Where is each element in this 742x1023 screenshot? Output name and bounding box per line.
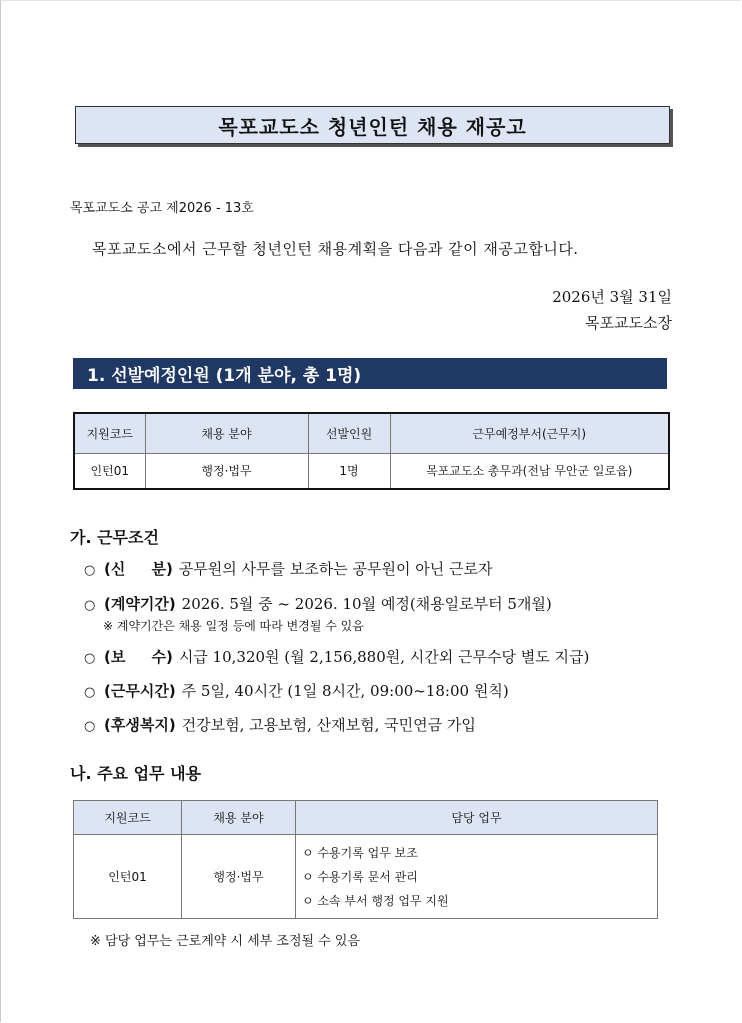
condition-contract-period xyxy=(84,593,552,614)
condition-value: 2026. 5월 중 ~ 2026. 10월 예정(채용일로부터 5개월) xyxy=(181,595,552,613)
table-header-row xyxy=(74,413,669,453)
table-row xyxy=(74,453,669,489)
header-code: 지원코드 xyxy=(74,801,182,835)
contract-note: ※ 계약기간은 채용 일정 등에 따라 변경될 수 있음 xyxy=(103,619,364,633)
cell-field: 행정·법무 xyxy=(145,453,308,489)
duty-item xyxy=(302,841,656,865)
header-code: 지원코드 xyxy=(74,413,145,453)
duty-text: 소속 부서 행정 업무 지원 xyxy=(317,893,449,908)
condition-hours xyxy=(84,680,509,701)
cell-count: 1명 xyxy=(308,453,390,489)
table-row xyxy=(74,835,658,919)
bullet-icon: ○ xyxy=(84,719,96,734)
condition-welfare xyxy=(84,714,476,735)
bullet-icon: ○ xyxy=(84,598,96,613)
bullet-icon: ㅇ xyxy=(302,845,314,860)
notice-number: 목포교도소 공고 제2026 - 13호 xyxy=(70,201,254,216)
bullet-icon: ㅇ xyxy=(302,869,314,884)
condition-label: (후생복지) xyxy=(104,716,176,734)
bullet-icon: ○ xyxy=(84,685,96,700)
bullet-icon: ○ xyxy=(84,651,96,666)
notice-date: 2026년 3월 31일 xyxy=(552,288,672,306)
header-department: 근무예정부서(근무지) xyxy=(390,413,669,453)
header-duties: 담당 업무 xyxy=(296,801,658,835)
condition-value: 공무원의 사무를 보조하는 공무원이 아닌 근로자 xyxy=(178,560,493,578)
header-count: 선발인원 xyxy=(308,413,390,453)
condition-value: 주 5일, 40시간 (1일 8시간, 09:00~18:00 원칙) xyxy=(181,682,509,700)
duty-item xyxy=(302,865,656,889)
section-heading-positions: 1. 선발예정인원 (1개 분야, 총 1명) xyxy=(73,358,667,389)
cell-field: 행정·법무 xyxy=(182,835,296,919)
duties-heading: 나. 주요 업무 내용 xyxy=(70,764,201,783)
duties-note: ※ 담당 업무는 근로계약 시 세부 조정될 수 있음 xyxy=(90,934,360,949)
table-header-row xyxy=(74,801,658,835)
condition-status xyxy=(84,558,492,579)
condition-pay xyxy=(84,646,589,667)
header-field: 채용 분야 xyxy=(182,801,296,835)
header-field: 채용 분야 xyxy=(145,413,308,453)
page-title: 목포교도소 청년인턴 채용 재공고 xyxy=(75,106,670,144)
duty-text: 수용기록 문서 관리 xyxy=(317,869,418,884)
duty-text: 수용기록 업무 보조 xyxy=(317,845,418,860)
bullet-icon: ㅇ xyxy=(302,893,314,908)
cell-duties xyxy=(296,835,658,919)
cell-department: 목포교도소 총무과(전남 무안군 일로읍) xyxy=(390,453,669,489)
signer: 목포교도소장 xyxy=(585,314,672,332)
condition-value: 시급 10,320원 (월 2,156,880원, 시간외 근무수당 별도 지급) xyxy=(178,648,590,666)
bullet-icon: ○ xyxy=(84,563,96,578)
cell-code: 인턴01 xyxy=(74,453,145,489)
intro-text: 목포교도소에서 근무할 청년인턴 채용계획을 다음과 같이 재공고합니다. xyxy=(92,240,579,258)
condition-label: (근무시간) xyxy=(104,682,176,700)
duties-table xyxy=(73,800,658,919)
condition-label: (계약기간) xyxy=(104,595,176,613)
duty-item xyxy=(302,889,656,913)
conditions-heading: 가. 근무조건 xyxy=(70,528,159,547)
positions-table xyxy=(73,412,670,490)
condition-label: (신 분) xyxy=(104,560,173,578)
cell-code: 인턴01 xyxy=(74,835,182,919)
condition-value: 건강보험, 고용보험, 산재보험, 국민연금 가입 xyxy=(181,716,476,734)
condition-label: (보 수) xyxy=(104,648,173,666)
